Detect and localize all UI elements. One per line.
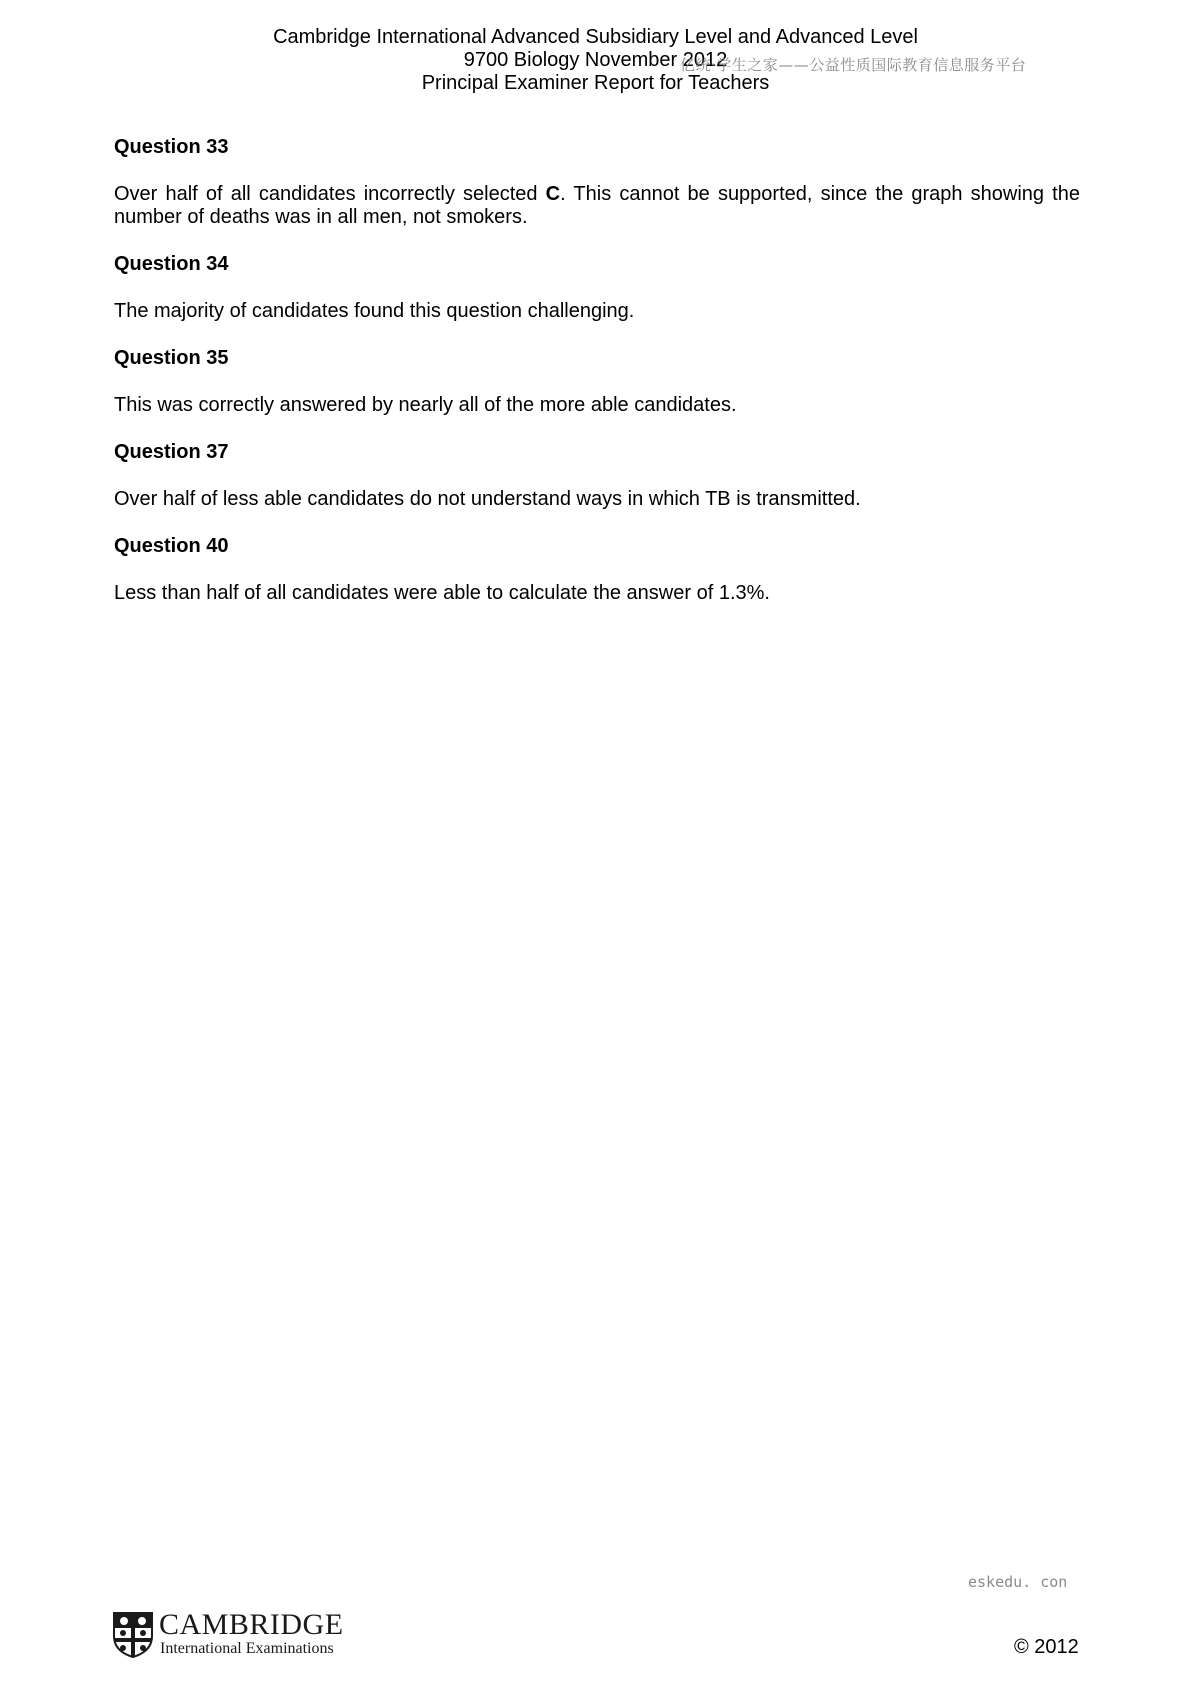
header-report-type: Principal Examiner Report for Teachers bbox=[421, 72, 770, 94]
question-section bbox=[114, 441, 1080, 511]
site-watermark: eskedu. con bbox=[968, 1573, 1068, 1591]
comment-text: Over half of all candidates incorrectly selected bbox=[114, 183, 546, 205]
header-subject: 9700 Biology November 2012 bbox=[463, 49, 728, 71]
question-heading: Question 33 bbox=[114, 136, 229, 158]
header-title: Cambridge International Advanced Subsidiary Level and Advanced Level bbox=[273, 26, 918, 48]
comment-text: . This cannot be supported, since the graph showing the number of deaths was in all men, not smokers. bbox=[114, 183, 1080, 228]
logo-subtitle: International Examinations bbox=[160, 1640, 334, 1657]
question-comment: This was correctly answered by nearly all of the more able candidates. bbox=[114, 394, 737, 416]
question-heading: Question 40 bbox=[114, 535, 229, 557]
logo-brand: CAMBRIDGE bbox=[159, 1608, 344, 1641]
report-body bbox=[114, 136, 1080, 629]
question-section bbox=[114, 253, 1080, 323]
header-watermark: 亿统·学生之家——公益性质国际教育信息服务平台 bbox=[680, 56, 1027, 74]
answer-option-bold: C bbox=[545, 183, 561, 205]
question-comment bbox=[114, 183, 1080, 229]
question-comment: Less than half of all candidates were able to calculate the answer of 1.3%. bbox=[114, 582, 770, 604]
question-section bbox=[114, 136, 1080, 229]
question-heading: Question 35 bbox=[114, 347, 229, 369]
question-comment: Over half of less able candidates do not understand ways in which TB is transmitted. bbox=[114, 488, 861, 510]
question-heading: Question 37 bbox=[114, 441, 229, 463]
question-comment: The majority of candidates found this question challenging. bbox=[114, 300, 635, 322]
question-section bbox=[114, 535, 1080, 605]
cambridge-logo bbox=[113, 1610, 373, 1660]
cambridge-shield-icon bbox=[113, 1612, 153, 1658]
question-heading: Question 34 bbox=[114, 253, 229, 275]
copyright-notice: © 2012 bbox=[1014, 1636, 1079, 1658]
question-section bbox=[114, 347, 1080, 417]
